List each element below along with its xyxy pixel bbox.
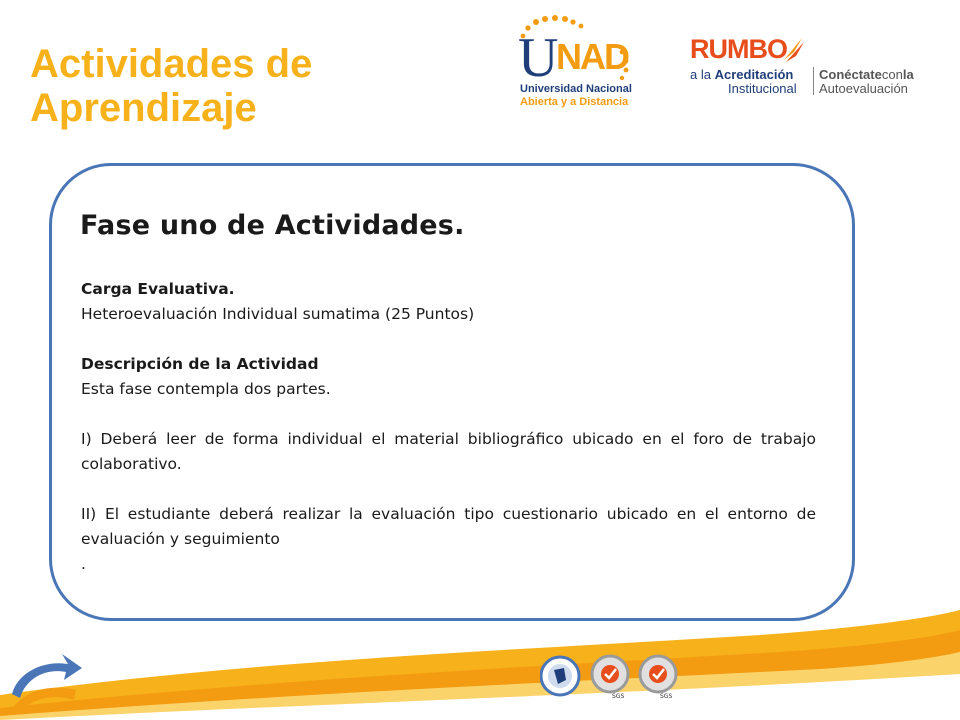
- unad-letter-u: U: [518, 27, 559, 84]
- colombia-seal-icon: [541, 657, 579, 695]
- rumbo-line1: a la Acreditación: [690, 67, 794, 82]
- activity-content: [81, 277, 816, 577]
- compass-icon: [780, 34, 808, 66]
- certification-seals: [540, 652, 690, 702]
- sgs-text-2: SGS: [660, 693, 673, 700]
- carga-label: Carga Evaluativa.: [81, 280, 235, 298]
- part-one-text: I) Deberá leer de forma individual el material bibliográfico ubicado en el foro de trabajo colaborativo.: [81, 430, 816, 473]
- sgs-seal-icon-2: [640, 656, 676, 700]
- sgs-text-1: SGS: [612, 693, 625, 700]
- rumbo-divider: [813, 67, 814, 95]
- unad-mark-icon: [512, 14, 642, 84]
- description-label: Descripción de la Actividad: [81, 355, 319, 373]
- part-two-text: II) El estudiante deberá realizar la evaluación tipo cuestionario ubicado en el entorno de evaluación y seguimiento: [81, 505, 816, 548]
- arrow-logo-icon: [4, 650, 84, 710]
- carga-value: Heteroevaluación Individual sumatima (25 Puntos): [81, 305, 475, 323]
- page-title: Actividades de Aprendizaje: [30, 42, 313, 130]
- phase-title: Fase uno de Actividades.: [80, 210, 465, 241]
- unad-letters-nad: NAD: [556, 36, 628, 77]
- footer-wave-decoration: [0, 600, 960, 720]
- description-intro: Esta fase contempla dos partes.: [81, 380, 331, 398]
- rumbo-logo: [688, 34, 928, 98]
- rumbo-word: RUMBO: [690, 34, 787, 64]
- unad-line2: Abierta y a Distancia: [520, 96, 629, 108]
- unad-logo: [512, 14, 642, 108]
- sgs-seal-icon: [592, 656, 628, 700]
- rumbo-right-line2: Autoevaluación: [819, 81, 908, 96]
- rumbo-line2: Institucional: [728, 81, 797, 96]
- trailing-dot: .: [81, 555, 86, 573]
- rumbo-right-line1: Conéctateconla: [819, 67, 914, 82]
- unad-line1: Universidad Nacional: [520, 83, 632, 95]
